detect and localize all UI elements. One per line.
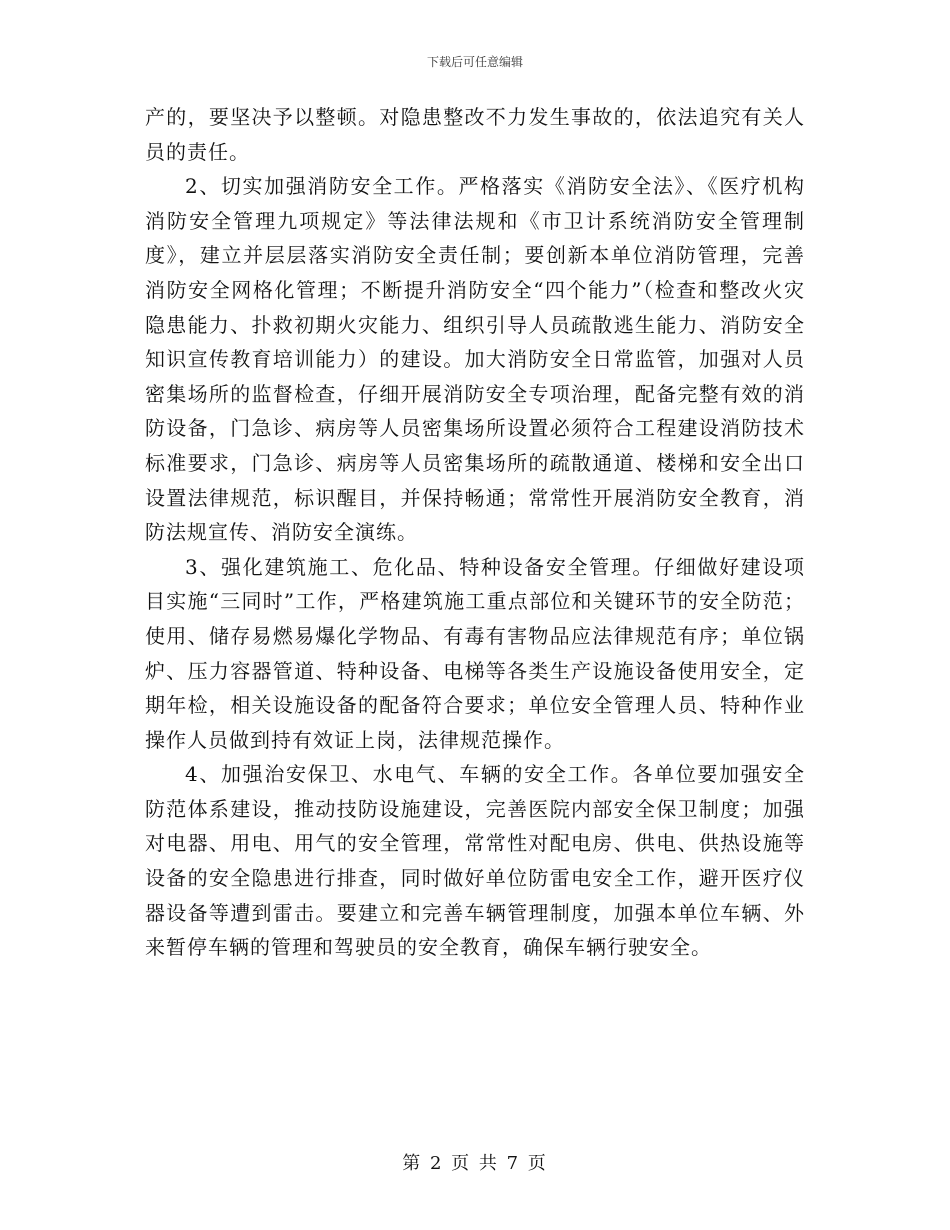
page-number: 第 2 页 共 7 页: [402, 1153, 548, 1174]
document-body: [145, 100, 805, 965]
paragraph-construction-safety: 3、强化建筑施工、危化品、特种设备安全管理。仔细做好建设项目实施“三同时”工作，严格建筑施工重点部位和关键环节的安全防范；使用、储存易燃易爆化学物品、有毒有害物品应法律规范有序；单位锅炉、压力容器管道、特种设备、电梯等各类生产设施设备使用安全，定期年检，相关设施设备的配备符合要求；单位安全管理人员、特种作业操作人员做到持有效证上岗，法律规范操作。: [145, 554, 805, 752]
paragraph-security-vehicles: 4、加强治安保卫、水电气、车辆的安全工作。各单位要加强安全防范体系建设，推动技防设施建设，完善医院内部安全保卫制度；加强对电器、用电、用气的安全管理，常常性对配电房、供电、供热设施等设备的安全隐患进行排查，同时做好单位防雷电安全工作，避开医疗仪器设备等遭到雷击。要建立和完善车辆管理制度，加强本单位车辆、外来暂停车辆的管理和驾驶员的安全教育，确保车辆行驶安全。: [145, 762, 805, 960]
paragraph-fire-safety: 2、切实加强消防安全工作。严格落实《消防安全法》、《医疗机构消防安全管理九项规定》等法律法规和《市卫计系统消防安全管理制度》，建立并层层落实消防安全责任制；要创新本单位消防管理，完善消防安全网格化管理；不断提升消防安全“四个能力”（检查和整改火灾隐患能力、扑救初期火灾能力、组织引导人员疏散逃生能力、消防安全知识宣传教育培训能力）的建设。加大消防安全日常监管，加强对人员密集场所的监督检查，仔细开展消防安全专项治理，配备完整有效的消防设备，门急诊、病房等人员密集场所设置必须符合工程建设消防技术标准要求，门急诊、病房等人员密集场所的疏散通道、楼梯和安全出口设置法律规范，标识醒目，并保持畅通；常常性开展消防安全教育，消防法规宣传、消防安全演练。: [145, 174, 805, 545]
paragraph-continuation: 产的，要坚决予以整顿。对隐患整改不力发生事故的，依法追究有关人员的责任。: [145, 105, 805, 164]
page-header: 下载后可任意编辑: [426, 55, 523, 69]
